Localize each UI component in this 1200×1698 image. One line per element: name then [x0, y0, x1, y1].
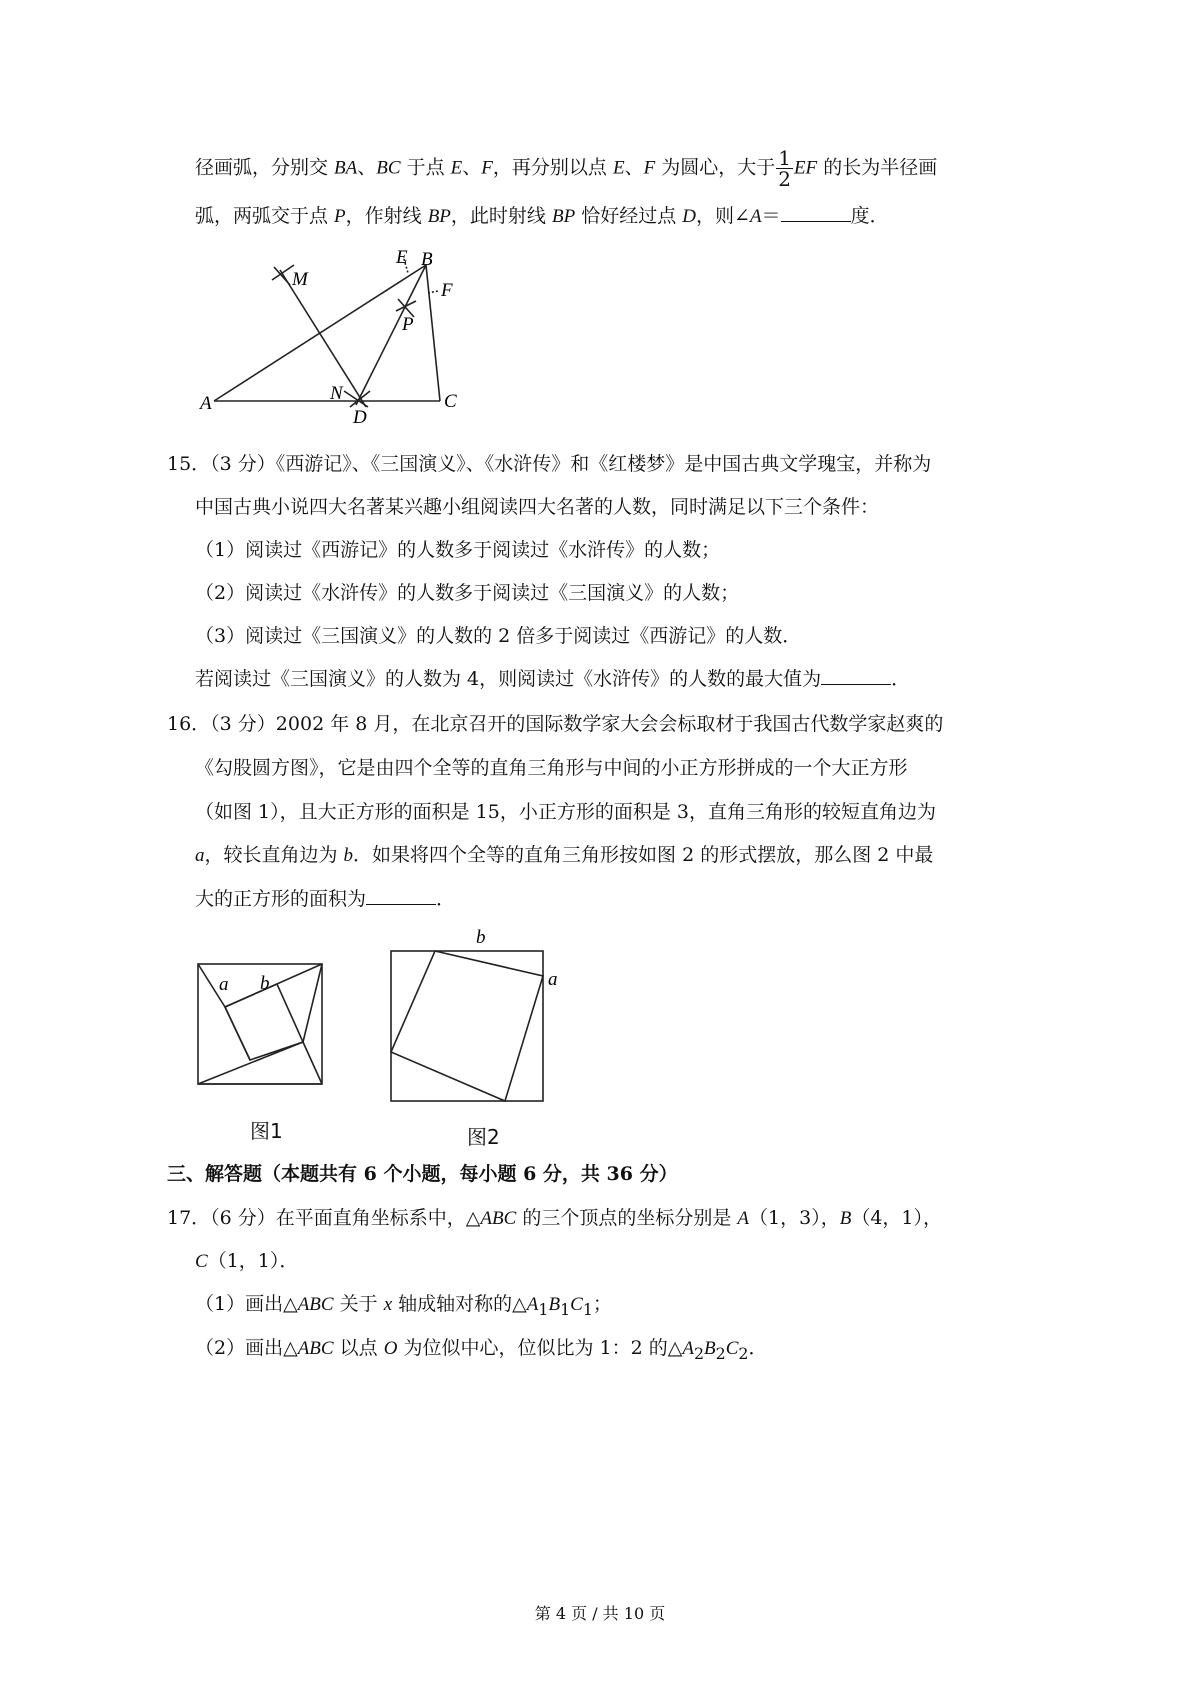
var: F: [643, 157, 656, 179]
var: a: [195, 845, 205, 866]
text: 、: [357, 156, 377, 179]
q15-condition-1: （1）阅读过《西游记》的人数多于阅读过《水浒传》的人数；: [195, 539, 721, 561]
var: C: [725, 1338, 739, 1359]
q16-line-3: （如图 1），且大正方形的面积是 15，小正方形的面积是 3，直角三角形的较短直角边为: [195, 801, 936, 823]
var: P: [334, 206, 346, 227]
text: ；: [592, 1293, 612, 1315]
text: ＝: [761, 205, 781, 227]
text: （1，3），: [749, 1207, 840, 1229]
var: C: [570, 1294, 583, 1315]
text: 于点: [400, 156, 451, 179]
var: BP: [551, 206, 576, 227]
var: BP: [427, 206, 451, 227]
var: B: [548, 1294, 561, 1315]
text: 的长为半径画: [817, 156, 938, 179]
text: 弧，两弧交于点: [195, 205, 335, 227]
text: 关于: [333, 1293, 384, 1315]
figure-2-caption: 图2: [467, 1125, 500, 1149]
text: （2）画出△: [195, 1337, 298, 1359]
q14-line-1: [195, 148, 937, 189]
label-A: A: [200, 393, 212, 414]
text: ．: [891, 668, 911, 690]
text: 大的正方形的面积为: [195, 888, 367, 910]
var: ABC: [297, 1338, 334, 1359]
var: D: [682, 206, 697, 227]
var: A: [749, 206, 762, 227]
perpendicular-bisector-MN: [280, 270, 366, 407]
small-square: [225, 984, 303, 1060]
subscript: 2: [738, 1343, 749, 1363]
side-BC: [426, 265, 440, 401]
text: ，再分别以点: [492, 156, 613, 179]
text: 恰好经过点: [575, 205, 683, 227]
section-heading: 三、解答题（本题共有 6 个小题，每小题 6 分，共 36 分）: [167, 1163, 678, 1185]
text: （4，1），: [851, 1207, 942, 1229]
var: BC: [376, 157, 401, 179]
text: ，则∠: [696, 205, 750, 227]
triangle-edge: [303, 1042, 322, 1084]
text: ．: [748, 1337, 768, 1359]
figure-1-caption: 图1: [250, 1119, 283, 1143]
q16-line-2: 《勾股圆方图》，它是由四个全等的直角三角形与中间的小正方形拼成的一个大正方形: [195, 757, 908, 779]
label-a: a: [219, 974, 229, 995]
label-F: F: [441, 280, 453, 301]
text: 轴成轴对称的△: [392, 1293, 527, 1315]
text: 、: [462, 156, 482, 179]
arc-mark: [350, 391, 370, 407]
subscript: 1: [582, 1299, 593, 1319]
text: ，作射线: [345, 205, 428, 227]
q14-line-2: [195, 203, 889, 230]
label-b: b: [260, 973, 270, 994]
label-D: D: [353, 407, 367, 428]
q16-figure-1: [197, 963, 327, 1093]
var: B: [704, 1338, 716, 1359]
q17-line-1: [167, 1205, 942, 1232]
var: O: [383, 1338, 398, 1359]
text: （1）画出△: [195, 1293, 298, 1315]
text: 为圆心，大于: [655, 156, 776, 179]
label-P: P: [402, 314, 414, 335]
var: B: [839, 1208, 852, 1229]
fraction-one-half: [776, 148, 793, 189]
var: ABC: [480, 1208, 517, 1229]
text: 以点: [333, 1337, 384, 1359]
answer-blank: [821, 666, 891, 685]
text: 度．: [850, 205, 889, 227]
text: 若阅读过《三国演义》的人数为 4，则阅读过《水浒传》的人数的最大值为: [195, 668, 822, 690]
var: E: [450, 157, 463, 179]
var: E: [612, 157, 625, 179]
subscript: 2: [693, 1343, 705, 1363]
text: ．: [436, 888, 456, 910]
subscript: 1: [538, 1299, 549, 1319]
text: ．如果将四个全等的直角三角形按如图 2 的形式摆放，那么图 2 中最: [353, 844, 934, 866]
var: EF: [793, 157, 818, 179]
var: F: [481, 157, 493, 179]
triangle-edge: [303, 964, 322, 1042]
largest-square: [391, 951, 543, 1101]
triangle-edge: [225, 1007, 250, 1060]
text: 径画弧，分别交: [195, 156, 335, 179]
triangle-edge: [198, 1042, 303, 1084]
label-C: C: [444, 391, 457, 412]
label-E: E: [396, 247, 408, 268]
answer-blank: [781, 203, 851, 222]
q15-line-2: 中国古典小说四大名著某兴趣小组阅读四大名著的人数，同时满足以下三个条件：: [195, 496, 880, 518]
text: 为位似中心，位似比为 1：2 的△: [397, 1337, 683, 1359]
q16-figure-2: [390, 927, 590, 1117]
fraction-denominator: 2: [778, 167, 791, 191]
page-footer: 第 4 页 / 共 10 页: [534, 1604, 666, 1623]
text: 17．（6 分）在平面直角坐标系中，△: [167, 1207, 481, 1229]
ray-BP: [356, 265, 426, 405]
text: 、: [624, 156, 644, 179]
arc-mark: [396, 301, 416, 311]
var: b: [343, 845, 354, 866]
var: A: [737, 1208, 750, 1229]
label-N: N: [330, 383, 343, 404]
q15-question: [195, 666, 910, 692]
var: C: [195, 1251, 208, 1272]
outer-rectangle: [391, 951, 543, 1101]
subscript: 2: [715, 1343, 726, 1363]
var: A: [526, 1294, 539, 1315]
var: BA: [334, 157, 358, 179]
q17-line-2: [195, 1248, 298, 1275]
var: x: [383, 1294, 393, 1315]
q16-line-4: [195, 842, 933, 869]
fraction-numerator: 1: [778, 146, 791, 170]
q15-condition-3: （3）阅读过《三国演义》的人数的 2 倍多于阅读过《西游记》的人数．: [195, 625, 802, 647]
q16-line-1: 16．（3 分）2002 年 8 月，在北京召开的国际数学家大会会标取材于我国古代数学家赵爽的: [167, 713, 944, 735]
q15-line-1: 15．（3 分）《西游记》、《三国演义》、《水浒传》和《红楼梦》是中国古典文学瑰宝，并称为: [167, 453, 932, 475]
q17-part-1: [195, 1291, 612, 1323]
answer-blank: [366, 886, 436, 905]
text: 的三个顶点的坐标分别是: [516, 1207, 738, 1229]
text: ，较长直角边为: [204, 844, 344, 866]
var: ABC: [297, 1294, 334, 1315]
label-M: M: [292, 269, 308, 290]
q14-triangle-figure: [190, 245, 490, 445]
var: A: [682, 1338, 694, 1359]
label-a: a: [548, 969, 558, 990]
label-b: b: [476, 927, 486, 948]
q16-line-5: [195, 886, 455, 912]
text: （1，1）．: [207, 1250, 299, 1272]
label-B: B: [421, 249, 433, 270]
q15-condition-2: （2）阅读过《水浒传》的人数多于阅读过《三国演义》的人数；: [195, 582, 740, 604]
subscript: 1: [560, 1299, 571, 1319]
text: ，此时射线: [450, 205, 552, 227]
q17-part-2: [195, 1335, 768, 1367]
